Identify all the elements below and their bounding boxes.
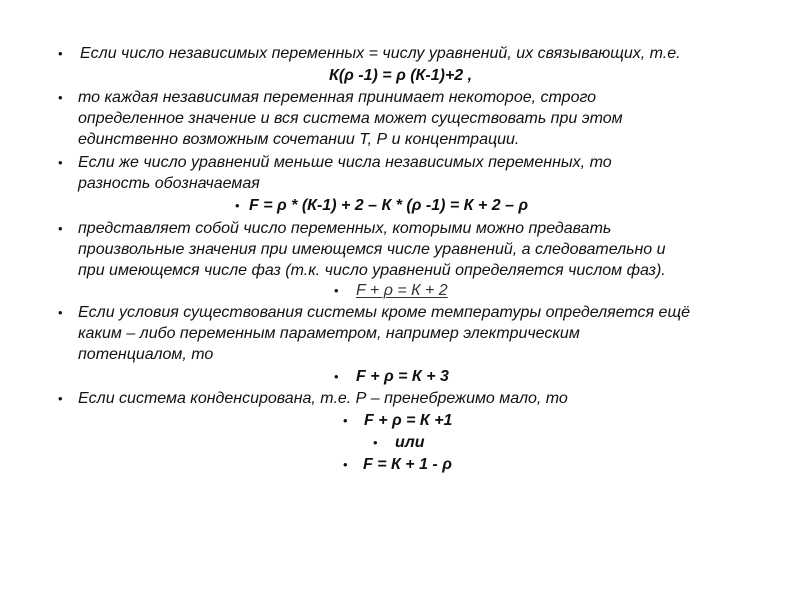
paragraph-6-line-1: Если система конденсирована, т.е. Р – пренебрежимо мало, то bbox=[78, 390, 568, 407]
paragraph-2-line-1: то каждая независимая переменная принимает некоторое, строго bbox=[78, 89, 597, 106]
paragraph-4-line-2: произвольные значения при имеющемся числе уравнений, а следовательно и bbox=[78, 241, 666, 258]
paragraph-5-line-1: Если условия существования системы кроме температуры определяется ещё bbox=[78, 304, 690, 321]
bullet-or: • bbox=[373, 435, 378, 450]
bullet-6: • bbox=[58, 391, 63, 406]
bullet-4: • bbox=[58, 221, 63, 236]
formula-k-rho: К(ρ -1) = ρ (К-1)+2 , bbox=[329, 67, 473, 84]
paragraph-2-line-2: определенное значение и вся система может существовать при этом bbox=[78, 110, 623, 127]
bullet-3: • bbox=[58, 155, 63, 170]
paragraph-3-line-2: разность обозначаемая bbox=[78, 175, 260, 192]
paragraph-3-line-1: Если же число уравнений меньше числа независимых переменных, то bbox=[78, 154, 612, 171]
bullet-formula-1: • bbox=[235, 198, 240, 213]
formula-f-full: F = ρ * (К-1) + 2 – К * (ρ -1) = К + 2 – ρ bbox=[249, 197, 529, 214]
bullet-formula-2: • bbox=[334, 283, 339, 298]
bullet-formula-3: • bbox=[334, 369, 339, 384]
bullet-formula-5: • bbox=[343, 457, 348, 472]
formula-k-plus-3: F + ρ = К + 3 bbox=[356, 368, 449, 385]
formula-phase-rule: F + ρ = К + 2 bbox=[356, 282, 448, 299]
formula-f-k-plus-1-minus-rho: F = К + 1 - ρ bbox=[363, 456, 452, 473]
paragraph-5-line-3: потенциалом, то bbox=[78, 346, 214, 363]
paragraph-1-line-1: Если число независимых переменных = числу уравнений, их связывающих, т.е. bbox=[80, 45, 681, 62]
bullet-5: • bbox=[58, 305, 63, 320]
paragraph-2-line-3: единственно возможным сочетании Т, Р и концентрации. bbox=[78, 131, 520, 148]
paragraph-4-line-1: представляет собой число переменных, которыми можно предавать bbox=[78, 220, 612, 237]
paragraph-5-line-2: каким – либо переменным параметром, например электрическим bbox=[78, 325, 580, 342]
paragraph-4-line-3: при имеющемся числе фаз (т.к. число уравнений определяется числом фаз). bbox=[78, 262, 666, 279]
bullet-formula-4: • bbox=[343, 413, 348, 428]
bullet-1: • bbox=[58, 46, 63, 61]
or-word: или bbox=[395, 434, 425, 451]
formula-k-plus-1: F + ρ = К +1 bbox=[364, 412, 453, 429]
bullet-2: • bbox=[58, 90, 63, 105]
